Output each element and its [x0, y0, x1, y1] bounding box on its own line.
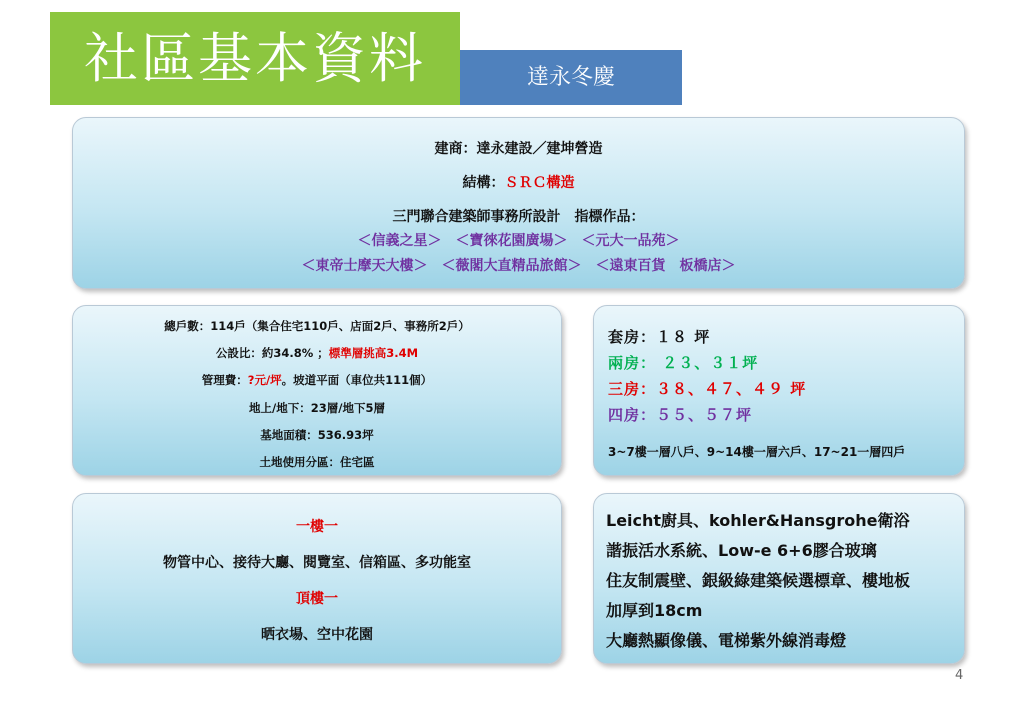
structure-value: ＳＲＣ構造 [504, 175, 575, 191]
equipment-line-4: 加厚到18cm [606, 601, 703, 620]
equipment-line-3: 住友制震壁、銀級綠建築候選標章、樓地板 [606, 571, 911, 590]
structure-line [73, 172, 964, 192]
works-line-1: ＜信義之星＞ ＜寶徠花園廣場＞ ＜元大一品苑＞ [357, 233, 680, 249]
ratio-line [73, 345, 561, 361]
floor1-facilities: 物管中心、接待大廳、閱覽室、信箱區、多功能室 [163, 555, 471, 571]
page-number: 4 [955, 668, 964, 683]
builder-label: 建商： [434, 141, 477, 157]
ratio-label: 公設比：約34.8% ； [215, 346, 329, 360]
roof-heading: 頂樓一 [296, 591, 338, 607]
developer-panel [72, 117, 965, 289]
area-line: 基地面積：536.93坪 [260, 428, 374, 442]
project-name-banner: 達永冬慶 [460, 50, 682, 105]
builder-value: 達永建設／建坤營造 [476, 141, 603, 157]
structure-label: 結構： [462, 175, 505, 191]
fee-label: 管理費： [201, 373, 248, 387]
four-room-line: 四房：５５、５７坪 [608, 406, 753, 424]
page-title: 社區基本資料 [50, 12, 460, 105]
floor-layout-line: 3~7樓一層八戶、9~14樓一層六戶、17~21一層四戶 [608, 445, 906, 459]
parking-info: 。坡道平面（車位共111個） [281, 373, 433, 387]
facilities-panel [72, 493, 562, 664]
unit-types-panel [593, 305, 965, 476]
floor1-heading: 一樓一 [296, 519, 338, 535]
equipment-panel [593, 493, 965, 664]
fee-value: ?元/坪 [247, 373, 282, 387]
equipment-line-1: Leicht廚具、kohler&Hansgrohe衛浴 [606, 511, 910, 530]
architect-line: 三門聯合建築師事務所設計 指標作品： [392, 209, 645, 225]
roof-facilities: 晒衣場、空中花園 [261, 627, 373, 643]
equipment-line-2: 諧振活水系統、Low-e 6+6膠合玻璃 [606, 541, 877, 560]
equipment-line-5: 大廳熱顯像儀、電梯紫外線消毒燈 [606, 631, 847, 650]
two-room-line: 兩房： ２３、３１坪 [608, 354, 759, 372]
works-line-2: ＜東帝士摩天大樓＞ ＜薇閣大直精品旅館＞ ＜遠東百貨 板橋店＞ [301, 258, 736, 274]
fee-line [73, 372, 561, 388]
ceiling-height: 標準層挑高3.4M [328, 346, 419, 360]
project-info-panel [72, 305, 562, 476]
zoning-line: 土地使用分區：住宅區 [259, 455, 375, 469]
floors-line: 地上/地下：23層/地下5層 [249, 401, 385, 415]
three-room-line: 三房：３８、４７、４９ 坪 [608, 380, 807, 398]
suite-line: 套房：１８ 坪 [608, 328, 711, 346]
units-line: 總戶數：114戶（集合住宅110戶、店面2戶、事務所2戶） [164, 319, 470, 333]
builder-line [73, 138, 964, 158]
